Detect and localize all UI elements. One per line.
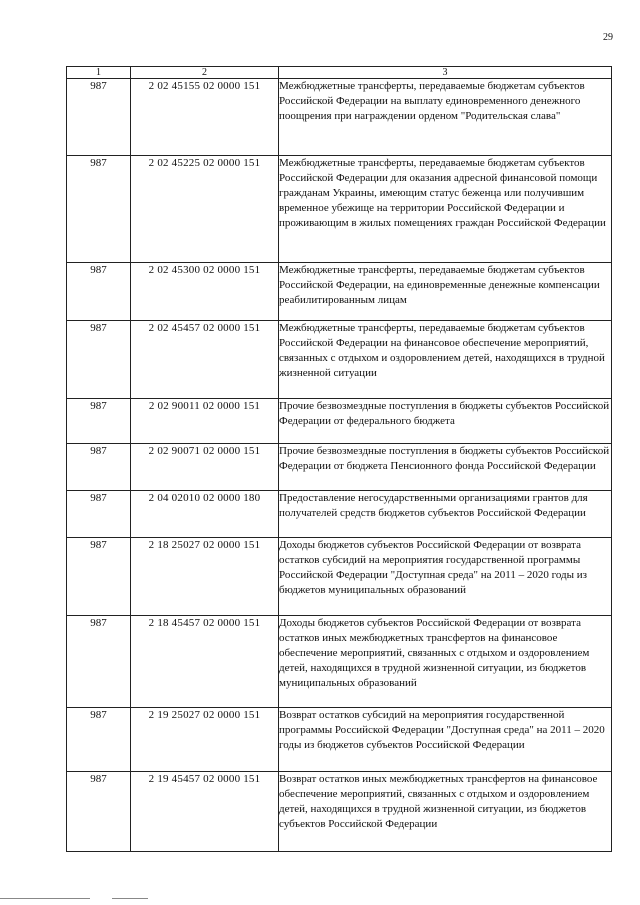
description-cell: Межбюджетные трансферты, передаваемые бюджетам субъектов Российской Федерации, на единовременные денежные компенсации реабилитированным лицам [279,263,612,321]
budget-code-cell: 2 02 45155 02 0000 151 [131,79,279,156]
description-cell: Возврат остатков иных межбюджетных трансфертов на финансовое обеспечение мероприятий, связанных с отдыхом и оздоровлением детей, находящихся в трудной жизненной ситуации, из бюджетов субъектов Российской Федерации [279,772,612,852]
admin-code-cell: 987 [67,772,131,852]
description-cell: Прочие безвозмездные поступления в бюджеты субъектов Российской Федерации от федерального бюджета [279,399,612,444]
budget-code-cell: 2 19 45457 02 0000 151 [131,772,279,852]
description-cell: Межбюджетные трансферты, передаваемые бюджетам субъектов Российской Федерации на финансовое обеспечение мероприятий, связанных с отдыхом и оздоровлением детей, находящихся в трудной жизненной ситуации [279,321,612,399]
table-row [67,708,612,772]
table-row [67,263,612,321]
description-cell: Межбюджетные трансферты, передаваемые бюджетам субъектов Российской Федерации на выплату единовременного денежного поощрения при награждении орденом "Родительская слава" [279,79,612,156]
admin-code-cell: 987 [67,156,131,263]
budget-code-cell: 2 02 45457 02 0000 151 [131,321,279,399]
description-cell: Возврат остатков субсидий на мероприятия государственной программы Российской Федерации "Доступная среда" на 2011 – 2020 годы из бюджетов субъектов Российской Федерации [279,708,612,772]
column-header-2: 2 [131,67,279,79]
admin-code-cell: 987 [67,263,131,321]
table-row [67,772,612,852]
budget-code-cell: 2 04 02010 02 0000 180 [131,491,279,538]
table-row [67,321,612,399]
table-row [67,491,612,538]
description-cell: Предоставление негосударственными организациями грантов для получателей средств бюджетов субъектов Российской Федерации [279,491,612,538]
description-cell: Доходы бюджетов субъектов Российской Федерации от возврата остатков иных межбюджетных трансфертов на финансовое обеспечение мероприятий, связанных с отдыхом и оздоровлением детей, находящихся в трудной жизненной ситуации, из бюджетов муниципальных образований [279,616,612,708]
table-header-row [67,67,612,79]
admin-code-cell: 987 [67,399,131,444]
description-cell: Прочие безвозмездные поступления в бюджеты субъектов Российской Федерации от бюджета Пенсионного фонда Российской Федерации [279,444,612,491]
description-cell: Межбюджетные трансферты, передаваемые бюджетам субъектов Российской Федерации для оказания адресной финансовой помощи гражданам Украины, имеющим статус беженца или получившим временное убежище на территории Российской Федерации и проживающим в жилых помещениях граждан Российской Федерации [279,156,612,263]
budget-code-cell: 2 19 25027 02 0000 151 [131,708,279,772]
budget-code-cell: 2 02 90011 02 0000 151 [131,399,279,444]
page-number: 29 [603,32,613,43]
budget-code-cell: 2 02 45225 02 0000 151 [131,156,279,263]
column-header-1: 1 [67,67,131,79]
table-row [67,156,612,263]
footer-rule-right [112,898,148,899]
admin-code-cell: 987 [67,616,131,708]
budget-code-cell: 2 02 45300 02 0000 151 [131,263,279,321]
table-row [67,444,612,491]
budget-code-cell: 2 02 90071 02 0000 151 [131,444,279,491]
admin-code-cell: 987 [67,708,131,772]
column-header-3: 3 [279,67,612,79]
revenue-codes-table [66,66,612,852]
admin-code-cell: 987 [67,491,131,538]
footer-rule-left [0,898,90,899]
admin-code-cell: 987 [67,538,131,616]
table-row [67,79,612,156]
table-row [67,399,612,444]
table-row [67,538,612,616]
admin-code-cell: 987 [67,444,131,491]
admin-code-cell: 987 [67,79,131,156]
description-cell: Доходы бюджетов субъектов Российской Федерации от возврата остатков субсидий на мероприятия государственной программы Российской Федерации "Доступная среда" на 2011 – 2020 годы из бюджетов муниципальных образований [279,538,612,616]
budget-code-cell: 2 18 45457 02 0000 151 [131,616,279,708]
table-row [67,616,612,708]
admin-code-cell: 987 [67,321,131,399]
budget-code-cell: 2 18 25027 02 0000 151 [131,538,279,616]
